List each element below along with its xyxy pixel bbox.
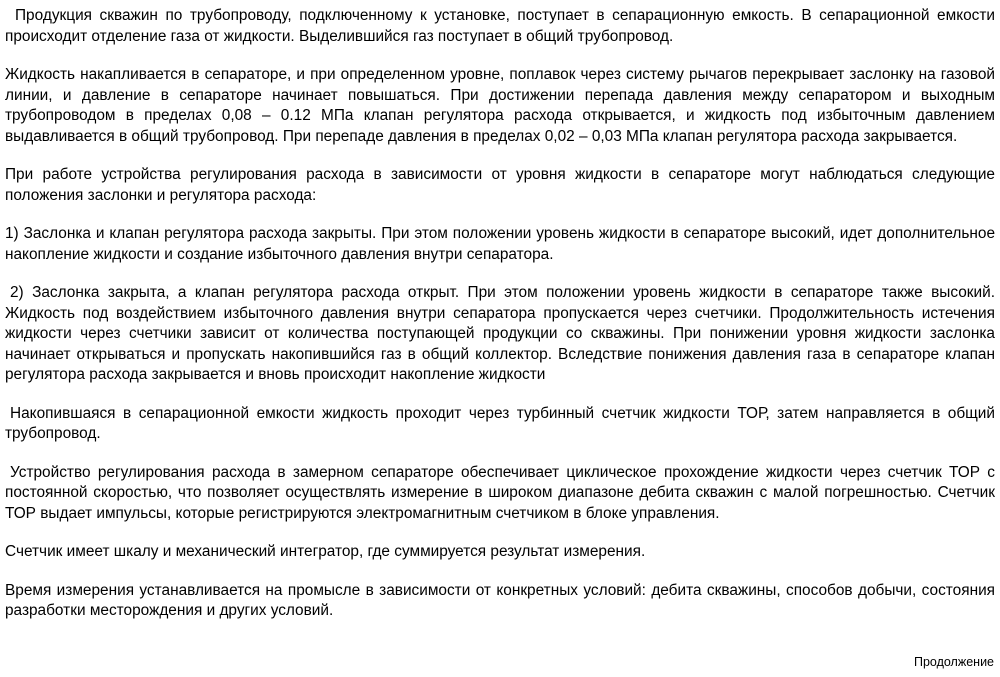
paragraph-regulator-positions-intro: При работе устройства регулирования расхода в зависимости от уровня жидкости в сепараторе могут наблюдаться следующие положения заслонки и регулятора расхода: (5, 166, 995, 204)
paragraph-liquid-accumulation: Жидкость накапливается в сепараторе, и при определенном уровне, поплавок через систему рычагов перекрывает заслонку на газовой линии, и давление в сепараторе начинает повышаться. При достижении перепада давления между сепаратором и выходным трубопроводом в пределах 0,08 – 0.12 МПа клапан регулятора расхода открывается, и жидкость под избыточным давлением выдавливается в общий трубопровод. При перепаде давления в пределах 0,02 – 0,03 МПа клапан регулятора расхода закрывается. (5, 66, 995, 145)
document-page (5, 6, 995, 640)
paragraph-tor-meter: Накопившаяся в сепарационной емкости жидкость проходит через турбинный счетчик жидкости ТОР, затем направляется в общий трубопровод. (5, 404, 995, 442)
paragraph-separation-intro: Продукция скважин по трубопроводу, подключенному к установке, поступает в сепарационную емкость. В сепарационной емкости происходит отделение газа от жидкости. Выделившийся газ поступает в общий трубопровод. (5, 7, 995, 45)
paragraph-integrator: Счетчик имеет шкалу и механический интегратор, где суммируется результат измерения. (5, 543, 646, 560)
paragraph-flow-regulation: Устройство регулирования расхода в замерном сепараторе обеспечивает циклическое прохождение жидкости через счетчик ТОР с постоянной скоростью, что позволяет осуществлять измерение в широком диапазоне дебита скважин с малой погрешностью. Счетчик ТОР выдает импульсы, которые регистрируются электромагнитным счетчиком в блоке управления. (5, 463, 995, 522)
paragraph-position-1: 1) Заслонка и клапан регулятора расхода закрыты. При этом положении уровень жидкости в сепараторе высокий, идет дополнительное накопление жидкости и создание избыточного давления внутри сепаратора. (5, 225, 995, 263)
paragraph-position-2: 2) Заслонка закрыта, а клапан регулятора расхода открыт. При этом положении уровень жидкости в сепараторе также высокий. Жидкость под воздействием избыточного давления внутри сепаратора пропускается через счетчики. Продолжительность истечения жидкости через счетчики зависит от количества поступающей продукции со скважины. При понижении уровня жидкости заслонка начинает открываться и пропускать накопившийся газ в общий коллектор. Вследствие понижения давления газа в сепараторе клапан регулятора расхода закрывается и вновь происходит накопление жидкости (5, 284, 995, 383)
continuation-label: Продолжение (913, 655, 994, 669)
paragraph-measurement-time: Время измерения устанавливается на промысле в зависимости от конкретных условий: дебита скважины, способов добычи, состояния разработки месторождения и других условий. (5, 581, 995, 619)
